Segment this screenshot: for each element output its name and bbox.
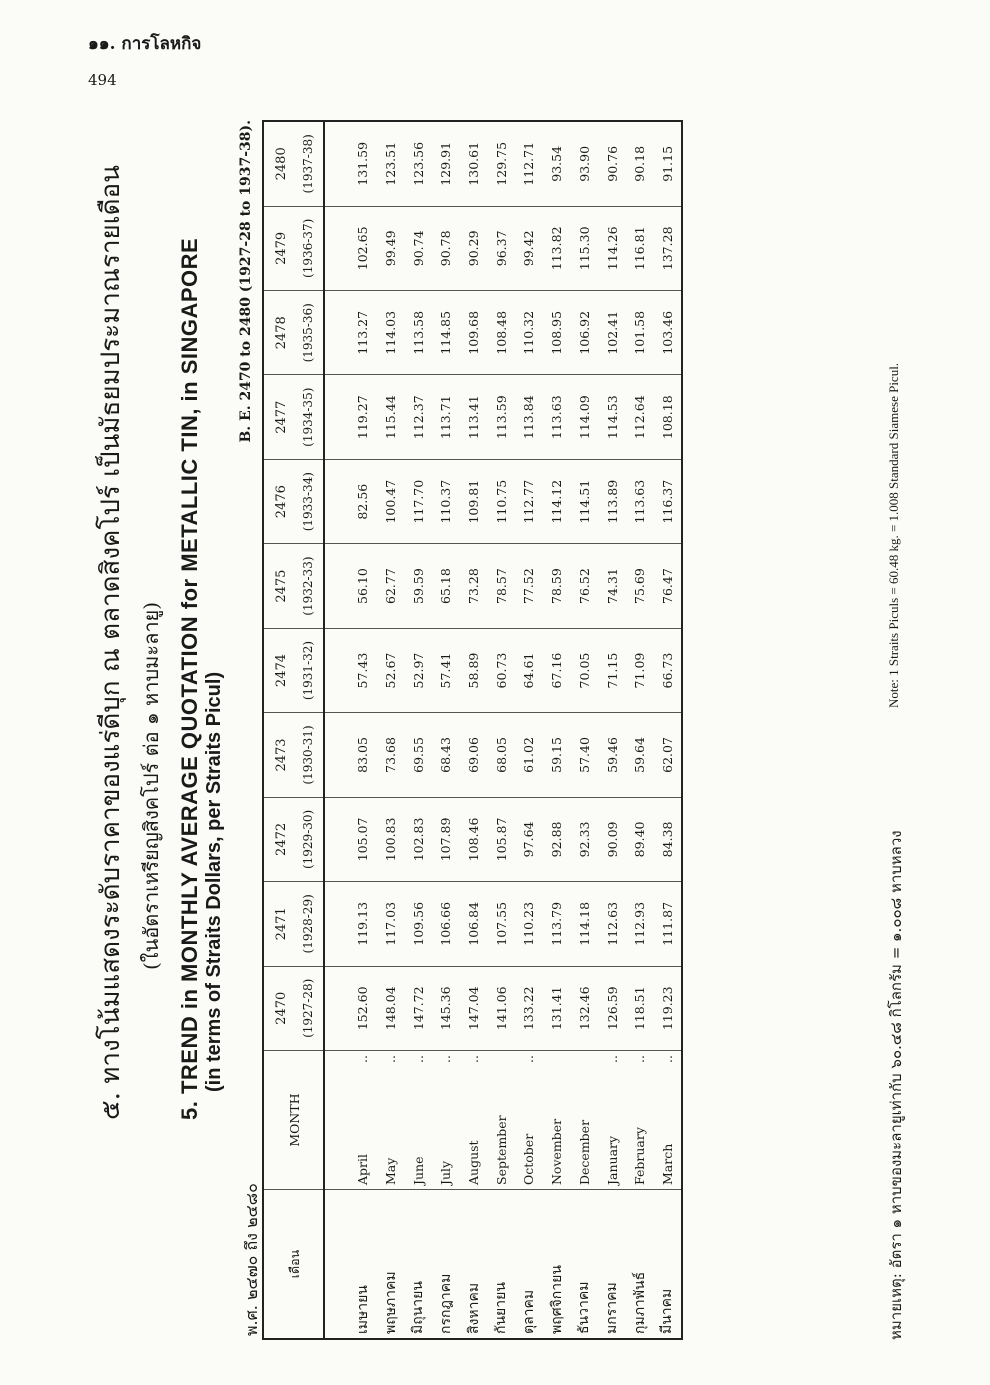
rotated-content	[72, 120, 932, 1340]
table-row	[377, 121, 405, 1339]
value-cell: 148.04	[377, 966, 405, 1050]
year-header: 2473 (1930-31)	[263, 713, 324, 797]
value-cell: 73.68	[377, 713, 405, 797]
title-thai: ๕. ทางโน้มแสดงระดับราคาของแร่ดีบุก ณ ตลาดสิงคโปร์ เป็นมัธยมประมาณรายเดือน	[96, 165, 126, 1120]
table-body	[324, 121, 682, 1339]
table-row	[598, 121, 626, 1339]
value-cell: 106.84	[460, 882, 488, 966]
value-cell: 76.47	[654, 544, 683, 628]
value-cell: 112.77	[515, 459, 543, 543]
value-cell: 67.16	[543, 628, 571, 712]
month-thai-cell: มิถุนายน	[410, 1281, 427, 1334]
page-number: 494	[88, 71, 117, 89]
value-cell: 102.83	[404, 797, 432, 881]
value-cell: 99.42	[515, 206, 543, 290]
value-cell: 145.36	[432, 966, 460, 1050]
value-cell: 107.55	[487, 882, 515, 966]
value-cell: 82.56	[324, 459, 377, 543]
page-header	[88, 30, 201, 89]
title-english: 5. TREND in MONTHLY AVERAGE QUOTATION for METALLIC TIN, in SINGAPORE	[177, 237, 202, 1120]
value-cell: 68.05	[487, 713, 515, 797]
value-cell: 57.43	[324, 628, 377, 712]
month-english-cell: January ..	[598, 1051, 626, 1190]
value-cell: 108.18	[654, 375, 683, 459]
value-cell: 113.63	[543, 375, 571, 459]
year-header: 2476 (1933-34)	[263, 459, 324, 543]
value-cell: 126.59	[598, 966, 626, 1050]
value-cell: 90.18	[626, 121, 654, 206]
value-cell: 90.78	[432, 206, 460, 290]
value-cell: 114.09	[571, 375, 599, 459]
value-cell: 96.37	[487, 206, 515, 290]
table-row	[626, 121, 654, 1339]
value-cell: 147.72	[404, 966, 432, 1050]
value-cell: 92.88	[543, 797, 571, 881]
value-cell: 64.61	[515, 628, 543, 712]
value-cell: 113.58	[404, 291, 432, 375]
value-cell: 99.49	[377, 206, 405, 290]
value-cell: 116.37	[654, 459, 683, 543]
month-english-cell: April ..	[324, 1051, 377, 1190]
value-cell: 73.28	[460, 544, 488, 628]
value-cell: 113.82	[543, 206, 571, 290]
year-header: 2471 (1928-29)	[263, 882, 324, 966]
month-thai-cell: มีนาคม	[659, 1288, 676, 1334]
value-cell: 68.43	[432, 713, 460, 797]
table-row	[432, 121, 460, 1339]
value-cell: 110.75	[487, 459, 515, 543]
value-cell: 60.73	[487, 628, 515, 712]
month-english-cell: November	[543, 1051, 571, 1190]
year-header: 2472 (1929-30)	[263, 797, 324, 881]
value-cell: 112.63	[598, 882, 626, 966]
value-cell: 65.18	[432, 544, 460, 628]
value-cell: 78.57	[487, 544, 515, 628]
value-cell: 52.67	[377, 628, 405, 712]
year-header: 2479 (1936-37)	[263, 206, 324, 290]
value-cell: 108.95	[543, 291, 571, 375]
value-cell: 110.32	[515, 291, 543, 375]
value-cell: 83.05	[324, 713, 377, 797]
table-row	[487, 121, 515, 1339]
value-cell: 114.18	[571, 882, 599, 966]
value-cell: 59.46	[598, 713, 626, 797]
value-cell: 70.05	[571, 628, 599, 712]
month-thai-cell: มกราคม	[604, 1282, 621, 1334]
value-cell: 112.37	[404, 375, 432, 459]
value-cell: 71.15	[598, 628, 626, 712]
value-cell: 112.71	[515, 121, 543, 206]
value-cell: 91.15	[654, 121, 683, 206]
value-cell: 114.26	[598, 206, 626, 290]
value-cell: 90.76	[598, 121, 626, 206]
value-cell: 102.65	[324, 206, 377, 290]
month-thai-header: เดือน	[263, 1190, 324, 1340]
value-cell: 90.29	[460, 206, 488, 290]
value-cell: 114.53	[598, 375, 626, 459]
year-header: 2480 (1937-38)	[263, 121, 324, 206]
value-cell: 105.87	[487, 797, 515, 881]
table-row	[654, 121, 683, 1339]
value-cell: 71.09	[626, 628, 654, 712]
month-english-cell: July ..	[432, 1051, 460, 1190]
value-cell: 129.91	[432, 121, 460, 206]
value-cell: 58.89	[460, 628, 488, 712]
month-english-cell: September	[487, 1051, 515, 1190]
value-cell: 114.03	[377, 291, 405, 375]
value-cell: 137.28	[654, 206, 683, 290]
value-cell: 102.41	[598, 291, 626, 375]
value-cell: 90.74	[404, 206, 432, 290]
value-cell: 111.87	[654, 882, 683, 966]
value-cell: 57.41	[432, 628, 460, 712]
subtitle-thai: (ในอัตราเหรียญสิงคโปร์ ต่อ ๑ หาบมะลายู)	[139, 601, 163, 970]
value-cell: 56.10	[324, 544, 377, 628]
table-row	[571, 121, 599, 1339]
value-cell: 93.54	[543, 121, 571, 206]
value-cell: 133.22	[515, 966, 543, 1050]
value-cell: 62.77	[377, 544, 405, 628]
value-cell: 69.06	[460, 713, 488, 797]
table-row	[543, 121, 571, 1339]
year-header: 2477 (1934-35)	[263, 375, 324, 459]
value-cell: 114.12	[543, 459, 571, 543]
value-cell: 114.51	[571, 459, 599, 543]
value-cell: 129.75	[487, 121, 515, 206]
value-cell: 93.90	[571, 121, 599, 206]
value-cell: 113.79	[543, 882, 571, 966]
month-thai-cell: ธันวาคม	[576, 1281, 593, 1334]
month-english-cell: May ..	[377, 1051, 405, 1190]
year-header: 2470 (1927-28)	[263, 966, 324, 1050]
tin-price-table	[262, 120, 683, 1340]
value-cell: 115.30	[571, 206, 599, 290]
value-cell: 90.09	[598, 797, 626, 881]
value-cell: 112.64	[626, 375, 654, 459]
month-thai-cell: สิงหาคม	[465, 1282, 482, 1334]
month-thai-cell: กรกฎาคม	[437, 1273, 454, 1334]
value-cell: 113.41	[460, 375, 488, 459]
value-cell: 89.40	[626, 797, 654, 881]
value-cell: 131.41	[543, 966, 571, 1050]
month-english-cell: December	[571, 1051, 599, 1190]
table-row	[324, 121, 377, 1339]
year-header: 2475 (1932-33)	[263, 544, 324, 628]
month-english-cell: August ..	[460, 1051, 488, 1190]
value-cell: 107.89	[432, 797, 460, 881]
header-row	[263, 121, 324, 1339]
value-cell: 69.55	[404, 713, 432, 797]
table-row	[460, 121, 488, 1339]
value-cell: 108.48	[487, 291, 515, 375]
value-cell: 97.64	[515, 797, 543, 881]
title-block	[90, 120, 226, 1120]
value-cell: 113.59	[487, 375, 515, 459]
value-cell: 77.52	[515, 544, 543, 628]
value-cell: 62.07	[654, 713, 683, 797]
value-cell: 112.93	[626, 882, 654, 966]
value-cell: 105.07	[324, 797, 377, 881]
value-cell: 109.56	[404, 882, 432, 966]
month-thai-cell: กันยายน	[493, 1282, 510, 1334]
value-cell: 147.04	[460, 966, 488, 1050]
value-cell: 76.52	[571, 544, 599, 628]
value-cell: 92.33	[571, 797, 599, 881]
month-thai-cell: พฤศจิกายน	[548, 1265, 565, 1334]
year-header: 2478 (1935-36)	[263, 291, 324, 375]
value-cell: 123.56	[404, 121, 432, 206]
value-cell: 119.23	[654, 966, 683, 1050]
value-cell: 106.66	[432, 882, 460, 966]
value-cell: 113.89	[598, 459, 626, 543]
value-cell: 100.47	[377, 459, 405, 543]
value-cell: 113.27	[324, 291, 377, 375]
value-cell: 110.37	[432, 459, 460, 543]
value-cell: 131.59	[324, 121, 377, 206]
value-cell: 59.59	[404, 544, 432, 628]
month-english-cell: March ..	[654, 1051, 683, 1190]
month-english-cell: February ..	[626, 1051, 654, 1190]
value-cell: 110.23	[515, 882, 543, 966]
value-cell: 100.83	[377, 797, 405, 881]
value-cell: 78.59	[543, 544, 571, 628]
footnote-english: Note: 1 Straits Piculs = 60.48 kg. = 1.008 Standard Siamese Picul.	[886, 362, 901, 708]
month-english-cell: June ..	[404, 1051, 432, 1190]
value-cell: 132.46	[571, 966, 599, 1050]
value-cell: 109.81	[460, 459, 488, 543]
value-cell: 114.85	[432, 291, 460, 375]
value-cell: 113.71	[432, 375, 460, 459]
value-cell: 141.06	[487, 966, 515, 1050]
table-row	[515, 121, 543, 1339]
month-english-header: MONTH	[263, 1051, 324, 1190]
value-cell: 57.40	[571, 713, 599, 797]
year-range-thai: พ.ศ. ๒๔๗๐ ถึง ๒๔๘๐	[242, 1183, 261, 1336]
value-cell: 130.61	[460, 121, 488, 206]
month-english-cell: October ..	[515, 1051, 543, 1190]
chapter-title: ๑๑. การโลหกิจ	[88, 34, 202, 54]
subtitle-english: (in terms of Straits Dollars, per Straits Picul)	[203, 671, 225, 1092]
footnote-thai: หมายเหตุ: อัตรา ๑ หาบของมะลายูเท่ากับ ๖๐.๔๘ กิโลกรัม = ๑.๐๐๘ หาบหลวง	[887, 830, 905, 1340]
value-cell: 113.84	[515, 375, 543, 459]
value-cell: 115.44	[377, 375, 405, 459]
value-cell: 123.51	[377, 121, 405, 206]
value-cell: 108.46	[460, 797, 488, 881]
month-thai-cell: พฤษภาคม	[382, 1271, 399, 1334]
month-thai-cell: ตุลาคม	[520, 1289, 537, 1334]
value-cell: 74.31	[598, 544, 626, 628]
table-row	[404, 121, 432, 1339]
value-cell: 109.68	[460, 291, 488, 375]
value-cell: 119.13	[324, 882, 377, 966]
value-cell: 52.97	[404, 628, 432, 712]
value-cell: 152.60	[324, 966, 377, 1050]
value-cell: 118.51	[626, 966, 654, 1050]
value-cell: 59.64	[626, 713, 654, 797]
value-cell: 101.58	[626, 291, 654, 375]
month-thai-cell: เมษายน	[354, 1285, 371, 1334]
value-cell: 61.02	[515, 713, 543, 797]
value-cell: 117.03	[377, 882, 405, 966]
value-cell: 113.63	[626, 459, 654, 543]
month-thai-cell: กุมภาพันธ์	[631, 1271, 648, 1334]
value-cell: 117.70	[404, 459, 432, 543]
value-cell: 66.73	[654, 628, 683, 712]
value-cell: 119.27	[324, 375, 377, 459]
value-cell: 75.69	[626, 544, 654, 628]
value-cell: 59.15	[543, 713, 571, 797]
value-cell: 84.38	[654, 797, 683, 881]
year-header: 2474 (1931-32)	[263, 628, 324, 712]
value-cell: 116.81	[626, 206, 654, 290]
value-cell: 106.92	[571, 291, 599, 375]
value-cell: 103.46	[654, 291, 683, 375]
year-range-english: B. E. 2470 to 2480 (1927-28 to 1937-38).	[238, 120, 254, 443]
